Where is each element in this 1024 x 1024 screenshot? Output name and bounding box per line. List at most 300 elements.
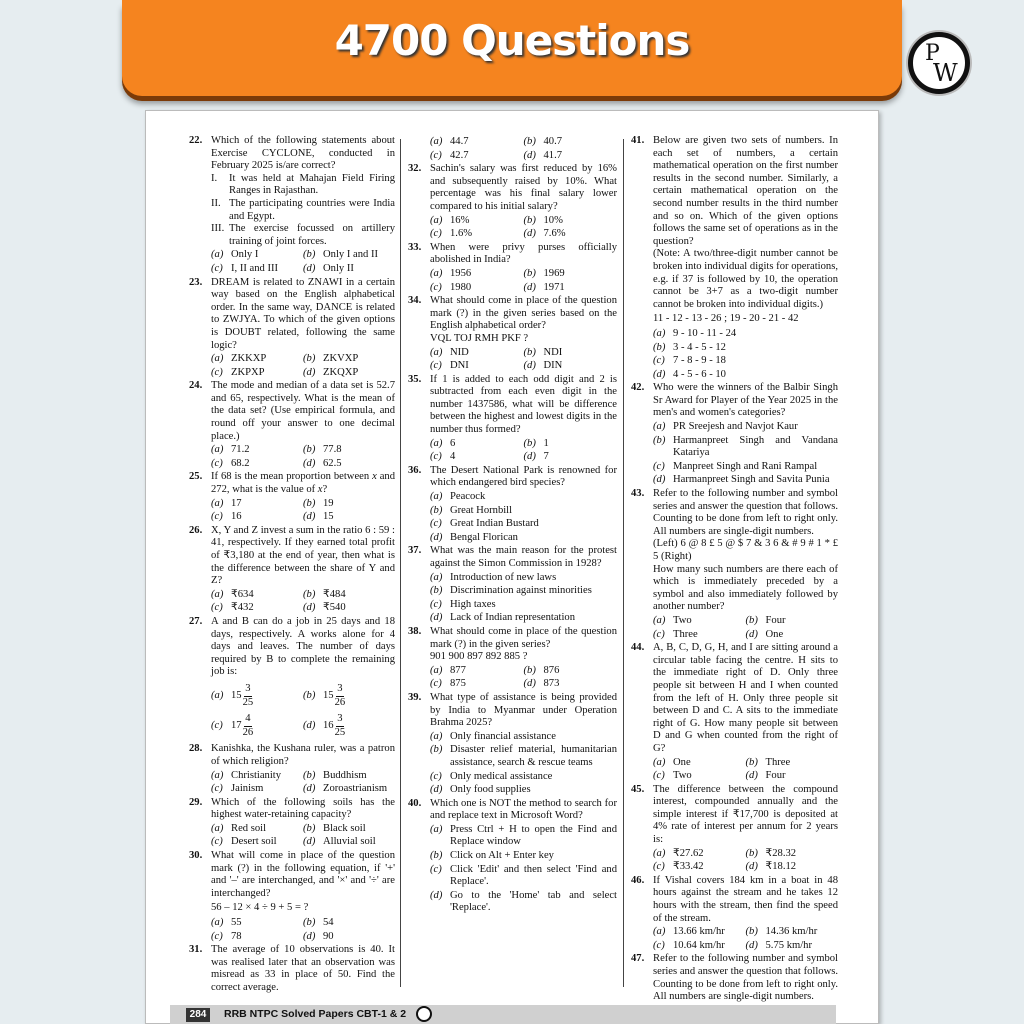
option-b: Black soil bbox=[323, 822, 366, 834]
option-label: (a) bbox=[430, 730, 443, 742]
option-label: (b) bbox=[653, 341, 666, 353]
option-label: (c) bbox=[653, 861, 665, 873]
option-label: (a) bbox=[430, 664, 443, 676]
question-number: 41. bbox=[631, 135, 645, 146]
option-d: One bbox=[765, 628, 784, 640]
statement bbox=[211, 198, 395, 223]
option-d: Zoroastrianism bbox=[323, 783, 388, 795]
option-d: 7 bbox=[543, 451, 549, 463]
option-b: ₹484 bbox=[323, 588, 346, 600]
option-label: (b) bbox=[303, 588, 316, 600]
option-row bbox=[653, 328, 838, 341]
option-label: (c) bbox=[653, 939, 665, 951]
option-label: (a) bbox=[211, 497, 224, 509]
option-row bbox=[430, 585, 617, 598]
option-label: (a) bbox=[430, 571, 443, 583]
options-row bbox=[211, 917, 395, 930]
numerator: 3 bbox=[244, 683, 251, 697]
option-d: Only II bbox=[323, 262, 354, 274]
option-label: (a) bbox=[211, 588, 224, 600]
option-d: ZKQXP bbox=[323, 366, 359, 378]
options-row bbox=[211, 823, 395, 836]
option-c: Three bbox=[673, 628, 698, 640]
options-row bbox=[430, 438, 617, 451]
question-47 bbox=[631, 953, 838, 1003]
option-label: (c) bbox=[653, 355, 665, 367]
option-label: (c) bbox=[430, 360, 442, 372]
options-row bbox=[430, 150, 617, 163]
option-b: 19 bbox=[323, 497, 334, 509]
options-row bbox=[211, 713, 395, 739]
book-page bbox=[145, 110, 879, 1024]
option-a: ZKKXP bbox=[231, 353, 267, 365]
option-c: 1.6% bbox=[450, 228, 473, 240]
option-a: Only I bbox=[231, 249, 259, 261]
option-a: 17 bbox=[231, 497, 242, 509]
question-number: 39. bbox=[408, 691, 422, 703]
option-c: ZKPXP bbox=[231, 366, 265, 378]
option-d: 7.6% bbox=[543, 228, 566, 240]
question-34 bbox=[408, 295, 617, 373]
option-b: 876 bbox=[543, 664, 560, 676]
column-divider bbox=[400, 139, 401, 987]
option-c: 7 - 8 - 9 - 18 bbox=[673, 355, 726, 367]
option-label: (c) bbox=[430, 863, 442, 875]
option-c: 1980 bbox=[450, 281, 472, 293]
question-number: 27. bbox=[189, 615, 203, 627]
column-2 bbox=[408, 135, 617, 916]
option-label: (d) bbox=[745, 861, 758, 873]
option-c: 4 bbox=[450, 451, 456, 463]
option-label: (d) bbox=[430, 531, 443, 543]
question-number: 44. bbox=[631, 642, 645, 654]
question-29 bbox=[189, 797, 395, 849]
option-label: (a) bbox=[430, 267, 443, 279]
question-text: The mode and median of a data set is 52.7 and 65, respectively. What is the mean of the data set? (Use empirical formula, and round off your answer to one decimal place.) bbox=[211, 380, 395, 442]
option-c: 78 bbox=[231, 930, 242, 942]
question-36 bbox=[408, 465, 617, 545]
option-label: (d) bbox=[303, 511, 316, 523]
option-label: (d) bbox=[523, 451, 536, 463]
question-number: 40. bbox=[408, 797, 422, 809]
whole-part: 15 bbox=[231, 689, 242, 701]
question-number: 43. bbox=[631, 488, 645, 500]
question-number: 32. bbox=[408, 163, 422, 175]
statement-number: III. bbox=[211, 223, 225, 235]
question-text: The difference between the compound interest, compounded annually and the simple interest if ₹17,700 is deposited at 4% rate of interest per annum for 2 years is: bbox=[653, 783, 838, 846]
question-text: If 1 is added to each odd digit and 2 is subtracted from each even digit in the number 1437586, what will be difference between the highest and lowest digits in the number thus formed? bbox=[430, 373, 617, 436]
option-label: (b) bbox=[523, 346, 536, 358]
option-label: (d) bbox=[303, 719, 316, 731]
series: VQL TOJ RMH PKF ? bbox=[430, 332, 529, 344]
option-a: 16% bbox=[450, 214, 470, 226]
option-label: (d) bbox=[303, 457, 316, 469]
option-label: (a) bbox=[211, 917, 224, 929]
numerator: 3 bbox=[336, 713, 343, 727]
options-row bbox=[430, 282, 617, 295]
footer-pw-logo-icon bbox=[416, 1006, 432, 1022]
option-label: (b) bbox=[430, 504, 443, 516]
option-a: ₹27.62 bbox=[673, 847, 704, 859]
option-a: 1956 bbox=[450, 267, 472, 279]
option-c: 875 bbox=[450, 678, 466, 690]
question-42 bbox=[631, 382, 838, 487]
option-a: 13.66 km/hr bbox=[673, 926, 725, 938]
option-row bbox=[653, 461, 838, 474]
question-text: The Desert National Park is renowned for which endangered bird species? bbox=[430, 464, 617, 489]
option-a: Red soil bbox=[231, 822, 267, 834]
option-label: (d) bbox=[303, 366, 316, 378]
option-a: 71.2 bbox=[231, 444, 250, 456]
option-b: 1969 bbox=[543, 267, 565, 279]
option-c: Desert soil bbox=[231, 836, 277, 848]
option-label: (b) bbox=[745, 756, 758, 768]
option-label: (c) bbox=[211, 836, 223, 848]
option-label: (c) bbox=[430, 281, 442, 293]
option-label: (b) bbox=[653, 434, 666, 446]
option-label: (a) bbox=[211, 769, 224, 781]
options-row bbox=[211, 602, 395, 615]
question-number: 37. bbox=[408, 545, 422, 557]
options-row bbox=[430, 678, 617, 691]
option-label: (a) bbox=[430, 491, 443, 503]
question-24 bbox=[189, 380, 395, 470]
options-row bbox=[653, 940, 838, 953]
question-text: What should come in place of the question mark (?) in the given series? bbox=[430, 625, 617, 650]
column-3 bbox=[631, 135, 838, 1005]
question-number: 42. bbox=[631, 382, 645, 394]
option-b: ₹28.32 bbox=[765, 847, 797, 859]
question-text: Who were the winners of the Balbir Singh Sr Award for Player of the Year 2025 in the men's and women's categories? bbox=[653, 382, 838, 419]
logo-letter-w: W bbox=[933, 59, 958, 87]
text-part: and 272, what is the value of bbox=[211, 471, 395, 496]
option-label: (a) bbox=[211, 249, 224, 261]
option-a: Peacock bbox=[450, 491, 486, 503]
option-label: (c) bbox=[653, 770, 665, 782]
column-1 bbox=[189, 135, 395, 996]
option-label: (a) bbox=[430, 346, 443, 358]
option-label: (c) bbox=[211, 930, 223, 942]
option-label: (d) bbox=[303, 262, 316, 274]
statement-number: I. bbox=[211, 172, 218, 184]
option-d: 873 bbox=[543, 678, 560, 690]
whole-part: 16 bbox=[323, 719, 334, 731]
options-row bbox=[211, 458, 395, 471]
numerator: 3 bbox=[336, 683, 343, 697]
option-a: 44.7 bbox=[450, 136, 469, 147]
option-a bbox=[231, 683, 253, 709]
option-b: Four bbox=[765, 614, 786, 626]
option-label: (d) bbox=[523, 149, 536, 161]
options-row bbox=[430, 665, 617, 678]
option-d: 15 bbox=[323, 511, 334, 523]
question-38 bbox=[408, 626, 617, 691]
option-row bbox=[653, 355, 838, 368]
option-c: DNI bbox=[450, 360, 469, 372]
statement-text: The exercise focussed on artillery training of joint forces. bbox=[229, 223, 395, 247]
question-46 bbox=[631, 875, 838, 953]
option-label: (c) bbox=[430, 228, 442, 240]
option-b: ZKVXP bbox=[323, 353, 359, 365]
option-c: 68.2 bbox=[231, 457, 250, 469]
option-label: (c) bbox=[653, 460, 665, 472]
options-row bbox=[430, 451, 617, 464]
option-c: Click 'Edit' and then select 'Find and Replace'. bbox=[450, 863, 617, 888]
series: 901 900 897 892 885 ? bbox=[430, 651, 528, 663]
option-label: (b) bbox=[303, 497, 316, 509]
option-b: 10% bbox=[543, 214, 563, 226]
option-row bbox=[653, 342, 838, 355]
option-label: (c) bbox=[211, 511, 223, 523]
option-b: Disaster relief material, humanitarian assistance, search & rescue teams bbox=[450, 744, 617, 768]
question-text: What type of assistance is being provided by India to Myanmar under Operation Brahma 2025? bbox=[430, 691, 617, 729]
question-number: 35. bbox=[408, 373, 422, 385]
question-number: 45. bbox=[631, 783, 645, 795]
question-27 bbox=[189, 616, 395, 739]
option-row bbox=[430, 784, 617, 797]
options-row bbox=[211, 498, 395, 511]
options-row bbox=[430, 215, 617, 228]
option-c: 16 bbox=[231, 511, 242, 523]
options-row bbox=[211, 589, 395, 602]
option-c: ₹33.42 bbox=[673, 861, 704, 873]
pw-logo-icon bbox=[908, 32, 970, 94]
options-row bbox=[211, 783, 395, 796]
option-row bbox=[430, 864, 617, 889]
option-label: (b) bbox=[745, 926, 758, 938]
option-a: 9 - 10 - 11 - 24 bbox=[673, 327, 737, 339]
option-label: (a) bbox=[211, 822, 224, 834]
question-text: Which one is NOT the method to search for and replace text in Microsoft Word? bbox=[430, 797, 617, 822]
option-a: Press Ctrl + H to open the Find and Replace window bbox=[450, 823, 617, 848]
numerator: 4 bbox=[244, 713, 251, 727]
options-row bbox=[653, 629, 838, 642]
option-d: Only food supplies bbox=[450, 784, 531, 796]
option-label: (b) bbox=[303, 917, 316, 929]
question-23 bbox=[189, 277, 395, 380]
series: 11 - 12 - 13 - 26 ; 19 - 20 - 21 - 42 bbox=[653, 313, 799, 325]
option-d: ₹540 bbox=[323, 602, 346, 614]
options-row bbox=[653, 861, 838, 874]
option-label: (a) bbox=[430, 823, 443, 835]
option-label: (d) bbox=[745, 939, 758, 951]
option-label: (d) bbox=[745, 770, 758, 782]
option-a: ₹634 bbox=[231, 588, 254, 600]
statement bbox=[211, 223, 395, 248]
option-c: Jainism bbox=[231, 783, 264, 795]
option-d: 90 bbox=[323, 930, 334, 942]
option-label: (a) bbox=[211, 444, 224, 456]
whole-part: 17 bbox=[231, 719, 242, 731]
option-row bbox=[430, 599, 617, 612]
option-a: Two bbox=[673, 614, 692, 626]
option-a: NID bbox=[450, 346, 469, 358]
options-row bbox=[653, 848, 838, 861]
question-40 bbox=[408, 798, 617, 915]
option-label: (c) bbox=[211, 783, 223, 795]
option-label: (b) bbox=[430, 850, 443, 862]
option-a: 6 bbox=[450, 437, 456, 449]
option-label: (b) bbox=[745, 614, 758, 626]
column-divider bbox=[623, 139, 624, 987]
option-d: ₹18.12 bbox=[765, 861, 797, 873]
option-d: Lack of Indian representation bbox=[450, 612, 576, 624]
option-label: (a) bbox=[653, 327, 666, 339]
question-note: (Note: A two/three-digit number cannot be broken into individual digits for operations, e.g. if 37 is followed by 10, the operation cannot be 3+7 as a two-digit number cannot be broken into individual digits.) bbox=[653, 248, 838, 310]
option-b: Only I and II bbox=[323, 249, 379, 261]
question-44 bbox=[631, 642, 838, 783]
option-label: (d) bbox=[303, 602, 316, 614]
question-text: Refer to the following number and symbol series and answer the question that follows. Counting to be done from left to right only. All numbers are single-digit numbers. bbox=[653, 953, 838, 1003]
option-c: Manpreet Singh and Rani Rampal bbox=[673, 460, 818, 472]
option-d: Bengal Florican bbox=[450, 531, 518, 543]
option-a: 55 bbox=[231, 917, 242, 929]
option-d: 5.75 km/hr bbox=[765, 939, 812, 951]
option-b: 40.7 bbox=[543, 136, 563, 147]
option-d: Go to the 'Home' tab and select 'Replace'. bbox=[450, 889, 617, 914]
option-label: (a) bbox=[653, 614, 666, 626]
option-label: (b) bbox=[523, 267, 536, 279]
option-a: 877 bbox=[450, 664, 466, 676]
question-26 bbox=[189, 525, 395, 615]
statement bbox=[211, 173, 395, 198]
statement-text: The participating countries were India and Egypt. bbox=[229, 197, 395, 222]
option-row bbox=[653, 474, 838, 487]
option-c: Two bbox=[673, 770, 692, 782]
question-number: 34. bbox=[408, 295, 422, 307]
option-b: 3 - 4 - 5 - 12 bbox=[673, 341, 726, 353]
option-label: (a) bbox=[653, 756, 666, 768]
option-b: NDI bbox=[543, 346, 563, 358]
question-text: What should come in place of the question mark (?) in the given series based on the English alphabetical order? bbox=[430, 295, 617, 332]
question-number: 30. bbox=[189, 850, 203, 862]
option-label: (c) bbox=[430, 678, 442, 690]
option-row bbox=[653, 369, 838, 382]
option-b: Click on Alt + Enter key bbox=[450, 850, 554, 862]
question-text: How many such numbers are there each of which is immediately preceded by a symbol and also immediately followed by another number? bbox=[653, 563, 838, 613]
variable: x bbox=[372, 471, 377, 483]
question-number: 46. bbox=[631, 874, 645, 886]
option-label: (c) bbox=[211, 366, 223, 378]
option-label: (b) bbox=[303, 689, 316, 701]
options-row bbox=[430, 347, 617, 360]
statement-text: It was held at Mahajan Field Firing Ranges in Rajasthan. bbox=[229, 172, 395, 197]
option-c: High taxes bbox=[450, 598, 496, 610]
option-label: (c) bbox=[653, 628, 665, 640]
option-label: (c) bbox=[430, 770, 442, 782]
option-label: (b) bbox=[303, 444, 316, 456]
option-row bbox=[430, 572, 617, 585]
option-b: Great Hornbill bbox=[450, 504, 513, 516]
options-row bbox=[211, 836, 395, 849]
option-label: (a) bbox=[653, 421, 666, 433]
option-a: Christianity bbox=[231, 769, 282, 781]
option-label: (d) bbox=[303, 783, 316, 795]
footer-title: RRB NTPC Solved Papers CBT-1 & 2 bbox=[224, 1008, 407, 1020]
options-row bbox=[653, 926, 838, 939]
question-text bbox=[211, 471, 395, 496]
option-label: (c) bbox=[211, 262, 223, 274]
option-a: Introduction of new laws bbox=[450, 571, 557, 583]
denominator: 26 bbox=[334, 696, 346, 708]
question-33 bbox=[408, 242, 617, 294]
option-d: 1971 bbox=[543, 281, 565, 293]
question-number: 25. bbox=[189, 471, 203, 483]
option-label: (d) bbox=[430, 612, 443, 624]
option-label: (a) bbox=[653, 926, 666, 938]
question-number: 22. bbox=[189, 135, 203, 146]
question-text: Kanishka, the Kushana ruler, was a patron of which religion? bbox=[211, 743, 395, 767]
options-row bbox=[653, 770, 838, 783]
question-number: 31. bbox=[189, 944, 203, 956]
question-text: What will come in place of the question mark (?) in the following equation, if '+' and '–' are interchanged, and '×' and '÷' are interchanged? bbox=[211, 850, 395, 899]
option-b: 54 bbox=[323, 917, 334, 929]
option-label: (d) bbox=[303, 836, 316, 848]
question-text: Which of the following soils has the highest water-retaining capacity? bbox=[211, 796, 395, 821]
header-banner bbox=[122, 0, 902, 96]
question-text: X, Y and Z invest a sum in the ratio 6 : 59 : 41, respectively. If they earned total profit of ₹3,180 at the end of year, then what is the difference between the share of Y and Z? bbox=[211, 524, 395, 587]
option-d: 4 - 5 - 6 - 10 bbox=[673, 368, 726, 380]
option-label: (c) bbox=[430, 451, 442, 463]
option-row bbox=[430, 824, 617, 849]
question-30 bbox=[189, 850, 395, 943]
options-row bbox=[211, 249, 395, 262]
option-label: (d) bbox=[523, 360, 536, 372]
question-number: 28. bbox=[189, 743, 203, 755]
option-label: (a) bbox=[211, 353, 224, 365]
option-row bbox=[653, 435, 838, 460]
option-label: (b) bbox=[523, 437, 536, 449]
option-b: Three bbox=[765, 756, 791, 768]
options-row bbox=[653, 615, 838, 628]
question-number: 26. bbox=[189, 524, 203, 536]
options-row bbox=[430, 136, 617, 149]
question-text: A and B can do a job in 25 days and 18 days, respectively. A works alone for 4 days and leaves. The number of days required by B to complete the remaining job is: bbox=[211, 615, 395, 678]
equation: 56 – 12 × 4 ÷ 9 + 5 = ? bbox=[211, 902, 309, 914]
text-part: If 68 is the mean proportion between bbox=[211, 471, 373, 483]
option-label: (b) bbox=[523, 214, 536, 226]
option-d bbox=[323, 713, 345, 739]
question-text: Below are given two sets of numbers. In each set of numbers, a certain mathematical operation on the first number results in the second number. Similarly, a certain mathematical operation on the second number results in the third number and so on. Which of the given options follows the same set of operations as in the question? bbox=[653, 135, 838, 247]
page-number: 284 bbox=[186, 1008, 210, 1022]
question-32 bbox=[408, 163, 617, 241]
option-row bbox=[430, 612, 617, 625]
option-label: (b) bbox=[303, 249, 316, 261]
option-label: (b) bbox=[523, 664, 536, 676]
question-41 bbox=[631, 135, 838, 381]
option-label: (b) bbox=[430, 585, 443, 597]
option-row bbox=[430, 532, 617, 545]
option-d: 41.7 bbox=[543, 149, 563, 161]
question-22 bbox=[189, 135, 395, 276]
option-d: DIN bbox=[543, 360, 563, 372]
option-label: (d) bbox=[303, 930, 316, 942]
options-row bbox=[211, 931, 395, 944]
option-c: ₹432 bbox=[231, 602, 254, 614]
denominator: 26 bbox=[242, 726, 254, 738]
banner-title: 4700 Questions bbox=[334, 16, 690, 65]
option-label: (d) bbox=[653, 368, 666, 380]
option-row bbox=[430, 890, 617, 915]
question-number: 24. bbox=[189, 380, 203, 392]
question-number: 23. bbox=[189, 276, 203, 288]
options-row bbox=[430, 268, 617, 281]
option-row bbox=[430, 771, 617, 784]
options-row bbox=[211, 511, 395, 524]
option-c: I, II and III bbox=[231, 262, 279, 274]
question-number: 47. bbox=[631, 953, 645, 965]
option-row bbox=[430, 491, 617, 504]
